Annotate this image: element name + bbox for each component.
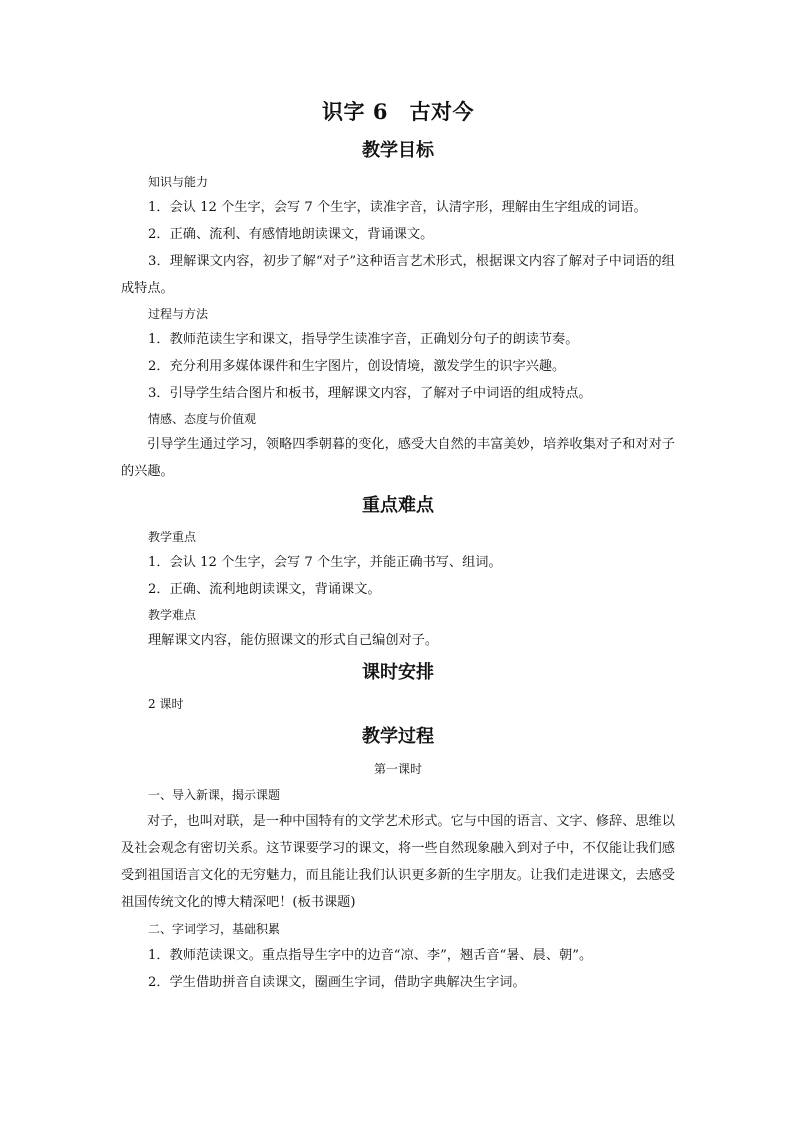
goal-knowledge-item: 1．会认 12 个生字，会写 7 个生字，读准字音，认清字形，理解由生字组成的词语。 [148,200,647,215]
goal-knowledge-item: 2．正确、流利、有感情地朗读课文，背诵课文。 [148,227,434,242]
section-title-goals: 教学目标 [362,140,434,161]
section-title-process: 教学过程 [362,726,434,747]
focus-item: 2．正确、流利地朗读课文，背诵课文。 [148,582,381,597]
step-heading: 二、字词学习，基础积累 [148,922,281,936]
subheading-knowledge: 知识与能力 [148,175,209,189]
goal-emotion-text: 引导学生通过学习，领略四季朝暮的变化，感受大自然的丰富美妙，培养收集对子和对对子的兴趣。 [121,437,675,479]
document-content [121,96,675,996]
document-title: 识字 6 古对今 [322,99,474,124]
difficulty-text: 理解课文内容，能仿照课文的形式自己编创对子。 [148,633,439,648]
goal-knowledge-item: 3．理解课文内容，初步了解“对子”这种语言艺术形式，根据课文内容了解对子中词语的组成特点。 [121,254,675,296]
step-item: 2．学生借助拼音自读课文，圈画生字词，借助字典解决生字词。 [148,975,526,990]
step-paragraph: 对子，也叫对联，是一种中国特有的文学艺术形式。它与中国的语言、文字、修辞、思维以及社会观念有密切关系。这节课要学习的课文，将一些自然现象融入到对子中，不仅能让我们感受到祖国语言文化的无穷魅力，而且能让我们认识更多新的生字朋友。让我们走进课文，去感受祖国传统文化的博大精深吧！(板书课题) [121,814,675,910]
schedule-text: 2 课时 [148,697,184,711]
subheading-difficulty: 教学难点 [148,608,197,622]
subheading-emotion: 情感、态度与价值观 [148,412,257,426]
focus-item: 1．会认 12 个生字，会写 7 个生字，并能正确书写、组词。 [148,555,502,570]
goal-process-item: 3．引导学生结合图片和板书，理解课文内容，了解对子中词语的组成特点。 [148,386,592,401]
period-title: 第一课时 [373,762,422,776]
section-title-schedule: 课时安排 [362,662,434,683]
step-heading: 一、导入新课，揭示课题 [148,788,281,802]
subheading-focus: 教学重点 [148,530,197,544]
step-item: 1．教师范读课文。重点指导生字中的边音“凉、李”，翘舌音“暑、晨、朝”。 [148,948,593,963]
section-title-keypoints: 重点难点 [362,495,434,516]
goal-process-item: 2．充分利用多媒体课件和生字图片，创设情境，激发学生的识字兴趣。 [148,359,566,374]
subheading-process: 过程与方法 [148,307,209,321]
goal-process-item: 1．教师范读生字和课文，指导学生读准字音，正确划分句子的朗读节奏。 [148,332,579,347]
